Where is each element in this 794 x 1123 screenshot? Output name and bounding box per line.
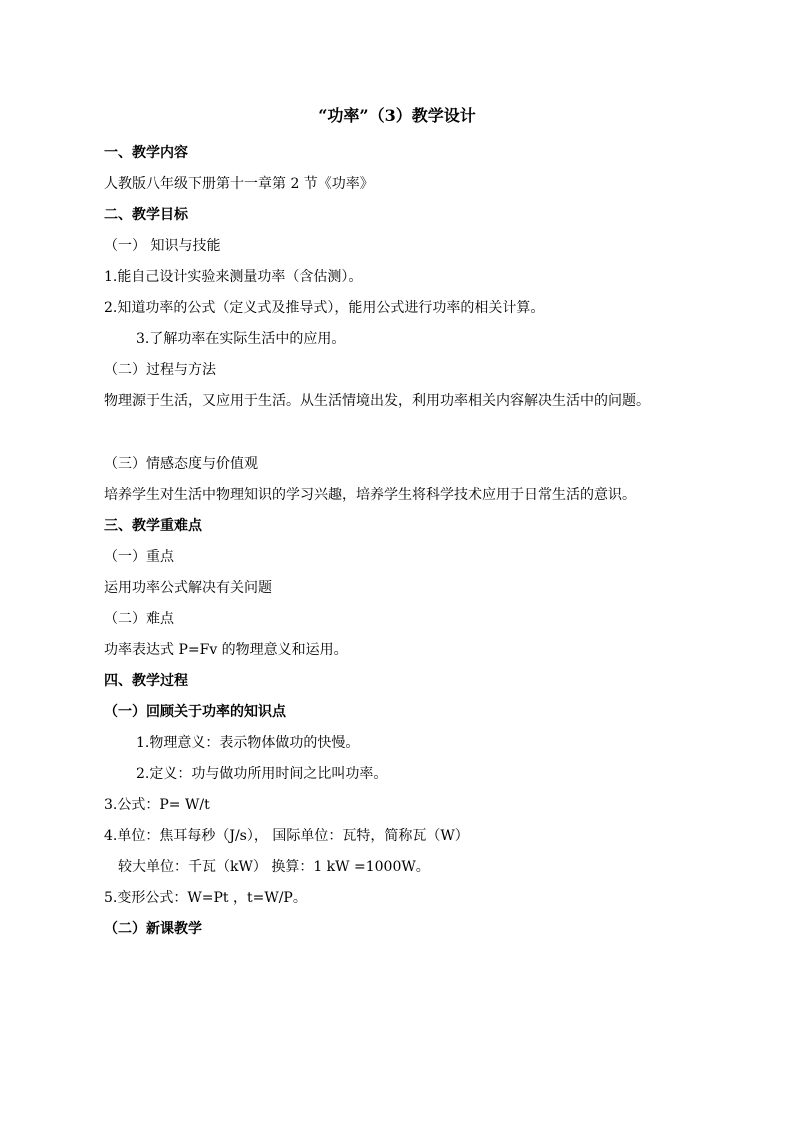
subheading-attitude-values: （三）情感态度与价值观 [104,456,258,472]
section-heading-content: 一、教学内容 [104,145,188,161]
paragraph-textbook: 人教版八年级下册第十一章第 2 节《功率》 [104,176,374,192]
section-heading-objectives: 二、教学目标 [104,207,188,223]
document-title: “功率”（3）教学设计 [318,106,476,125]
paragraph-key-point: 运用功率公式解决有关问题 [104,580,272,596]
list-item-unit: 4.单位：焦耳每秒（J/s）， 国际单位：瓦特，简称瓦（W） [104,828,469,844]
subheading-process-method: （二）过程与方法 [104,362,216,378]
list-item-objective-3: 3.了解功率在实际生活中的应用。 [136,331,346,347]
list-item-definition: 2.定义：功与做功所用时间之比叫功率。 [136,766,388,782]
paragraph-difficult-point: 功率表达式 P=Fv 的物理意义和运用。 [104,642,348,658]
list-item-objective-1: 1.能自己设计实验来测量功率（含估测）。 [104,269,363,285]
subheading-new-lesson: （二）新课教学 [104,921,202,937]
paragraph-attitude-values: 培养学生对生活中物理知识的学习兴趣，培养学生将科学技术应用于日常生活的意识。 [104,487,636,503]
subheading-review: （一）回顾关于功率的知识点 [104,704,286,720]
subheading-difficult-point: （二）难点 [104,611,174,627]
section-heading-key-difficult: 三、教学重难点 [104,518,202,534]
paragraph-process-method: 物理源于生活，又应用于生活。从生活情境出发，利用功率相关内容解决生活中的问题。 [104,393,650,409]
list-item-objective-2: 2.知道功率的公式（定义式及推导式），能用公式进行功率的相关计算。 [104,300,545,316]
subheading-key-point: （一）重点 [104,549,174,565]
list-item-formula: 3.公式：P= W/t [104,797,210,813]
list-item-larger-unit: 较大单位：千瓦（kW） 换算：1 kW =1000W。 [118,859,430,875]
list-item-transformed-formula: 5.变形公式：W=Pt ，t=W/P。 [104,890,307,906]
list-item-physical-meaning: 1.物理意义：表示物体做功的快慢。 [136,735,360,751]
subheading-knowledge-skills: （一） 知识与技能 [104,238,221,254]
section-heading-process: 四、教学过程 [104,673,188,689]
